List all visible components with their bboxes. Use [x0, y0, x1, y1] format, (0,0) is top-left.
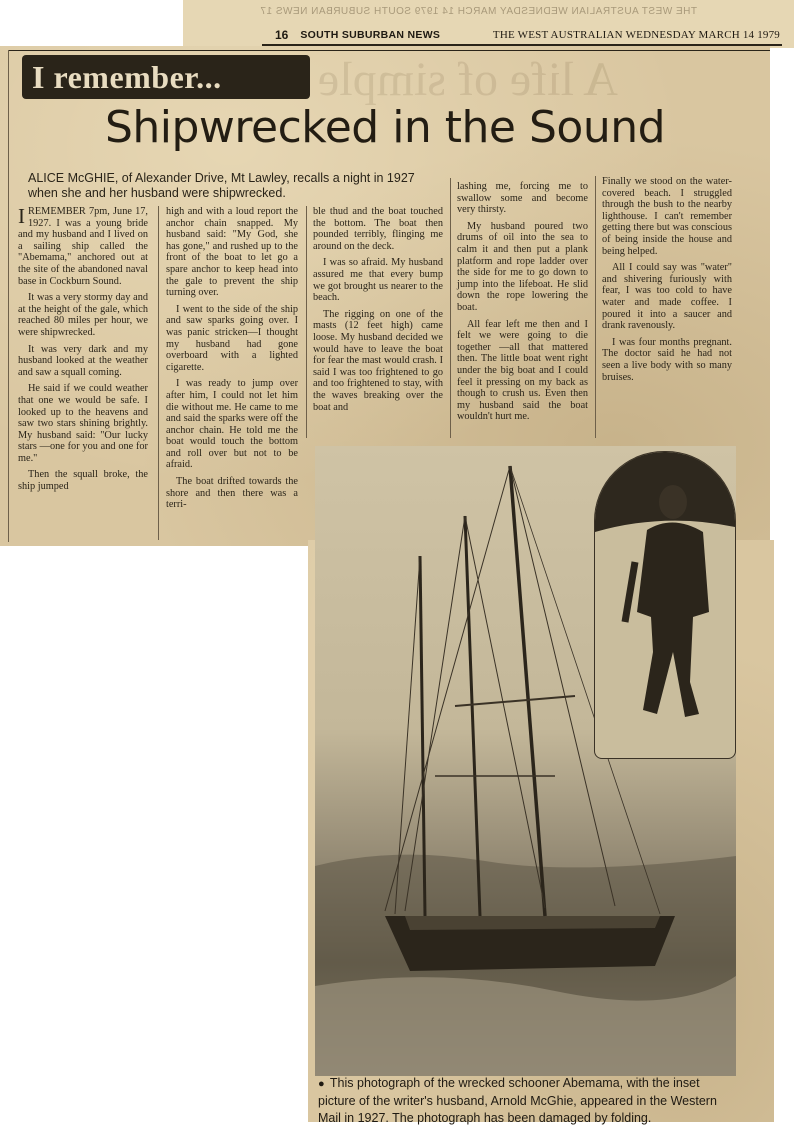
paragraph: I was four months pregnant. The doctor said he had not seen a live body with so many bruises. [602, 336, 732, 383]
column-rule [306, 206, 307, 438]
article-column-4 [457, 181, 588, 428]
paragraph: I was so afraid. My husband assured me that every bump we got brought us nearer to the beach. [313, 257, 443, 304]
deck: ALICE McGHIE, of Alexander Drive, Mt Lawley, recalls a night in 1927 when she and her husband were shipwrecked. [28, 171, 415, 200]
bullet-icon: ● [318, 1078, 325, 1090]
paragraph: It was a very stormy day and at the height of the gale, which reached 80 miles per hour, we were shipwrecked. [18, 292, 148, 338]
article-column-2 [166, 206, 298, 516]
paragraph: ble thud and the boat touched the bottom. The boat then pounded terribly, flinging me around on the deck. [313, 206, 443, 252]
paragraph: high and with a loud report the anchor chain snapped. My husband said: "My God, she has gone," and rushed up to the front of the boat to let go a spare anchor to keep head into the gale to prevent the ship turning over. [166, 206, 298, 299]
kicker-label: I remember... [22, 55, 310, 99]
inset-portrait [594, 451, 736, 759]
column-rule [595, 176, 596, 438]
left-border [8, 50, 9, 542]
page-number: 16 [275, 28, 289, 42]
headline: Shipwrecked in the Sound [104, 102, 666, 153]
photo-caption [318, 1075, 738, 1127]
article-column-1 [18, 206, 148, 498]
paragraph: I was ready to jump over after him, I could not let him die without me. He came to me and said the sparks were off the anchor chain. He told me the boat would touch the bottom and roll over but not to be afraid. [166, 378, 298, 471]
masthead [275, 26, 780, 44]
caption-text: This photograph of the wrecked schooner Abemama, with the inset picture of the writer's husband, Arnold McGhie, appeared in the Western Mail in 1927. The photograph has been damaged by folding. [318, 1076, 717, 1125]
paragraph: All I could say was "water" and shivering furiously with fear, I was too cold to have water and made coffee. I poured it into a saucer and drank ravenously. [602, 262, 732, 332]
paragraph: He said if we could weather that one we would be safe. I looked up to the heavens and saw two stars shining brightly. My husband said: "Our lucky stars —one for you and one for me." [18, 383, 148, 464]
column-rule [450, 178, 451, 438]
article-column-3 [313, 206, 443, 418]
paragraph: It was very dark and my husband looked at the weather and saw a squall coming. [18, 343, 148, 378]
paragraph: The rigging on one of the masts (12 feet high) came loose. My husband decided we would have to leave the boat for fear the mast would crash. I said I was too frightened to go and too frightened to stay, with the waves breaking over the boat and [313, 308, 443, 413]
section-name: SOUTH SUBURBAN NEWS [300, 29, 441, 41]
paragraph: All fear left me then and I felt we were going to die together —all that mattered then. The little boat went right under the big boat and I could feel it pressing on my back as though to crush us. Even then my husband said the boat wouldn't hurt me. [457, 318, 588, 423]
paragraph: My husband poured two drums of oil into the sea to calm it and then put a plank platform and rope ladder over the side for me to go down to jump into the lifeboat. He slid down the rope lowering the boat. [457, 220, 588, 313]
paragraph: REMEMBER 7pm, June 17, 1927. I was a young bride and my husband and I lived on a sailing ship called the "Abemama," anchored out at the site of the abandoned naval base in Cockburn Sound. [18, 206, 148, 287]
article-column-5 [602, 176, 732, 388]
paragraph: The boat drifted towards the shore and then there was a terri- [166, 476, 298, 511]
dropcap: I [18, 204, 25, 228]
dateline: THE WEST AUSTRALIAN WEDNESDAY MARCH 14 1979 [492, 29, 780, 41]
bleed-through-header: THE WEST AUSTRALIAN WEDNESDAY MARCH 14 1979 SOUTH SUBURBAN NEWS 17 [260, 6, 697, 17]
paragraph: lashing me, forcing me to swallow some and become very thirsty. [457, 181, 588, 216]
top-rule [8, 50, 770, 51]
paragraph: I went to the side of the ship and saw sparks going over. I was panic stricken—I thought my husband had gone overboard with a lighted cigarette. [166, 303, 298, 373]
masthead-rule [262, 44, 782, 46]
paragraph: Then the squall broke, the ship jumped [18, 469, 148, 493]
portrait-illustration [595, 452, 735, 758]
column-rule [158, 206, 159, 540]
bleed-through-headline: A life of simple [318, 53, 618, 106]
paragraph: Finally we stood on the water-covered beach. I struggled through the bush to the nearby lighthouse. I can't remember getting there but was conscious of being inside the house and being helped. [602, 176, 732, 257]
